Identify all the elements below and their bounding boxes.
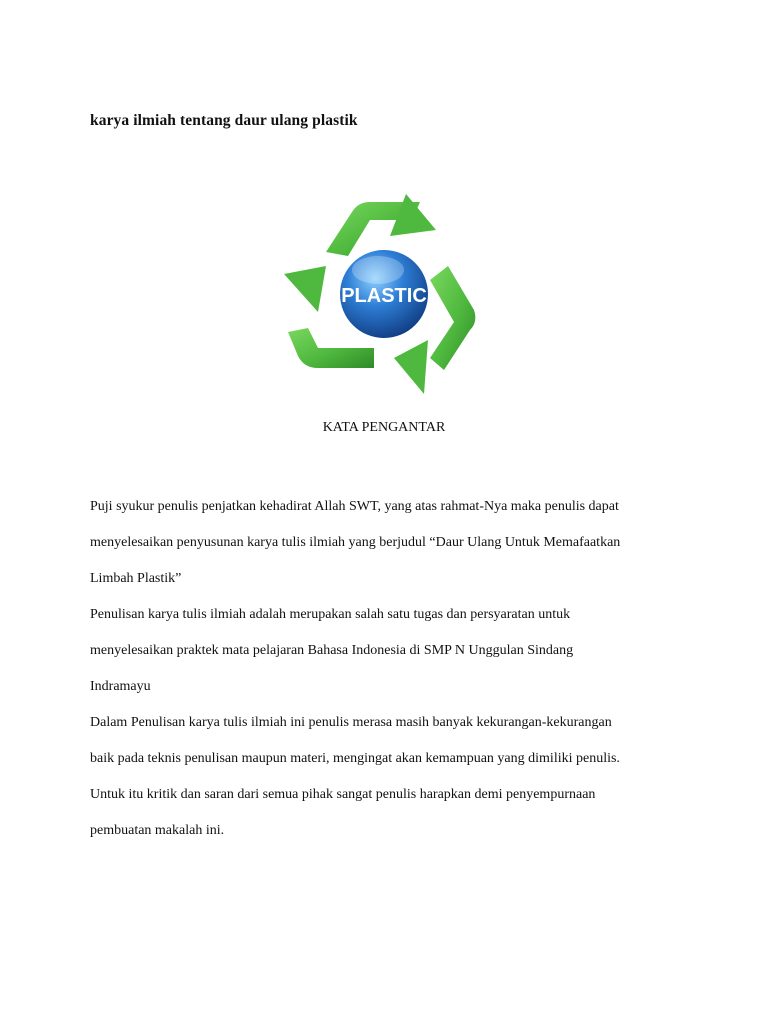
- text-line: pembuatan makalah ini.: [90, 823, 225, 838]
- text-line: baik pada teknis penulisan maupun materi, mengingat akan kemampuan yang dimiliki penulis.: [90, 751, 620, 766]
- text-line: Dalam Penulisan karya tulis ilmiah ini penulis merasa masih banyak kekurangan-kekurangan: [90, 715, 612, 730]
- logo-label: PLASTIC: [341, 285, 427, 307]
- plastic-recycle-logo: [278, 190, 490, 400]
- recycle-icon: [278, 190, 490, 400]
- text-line: Untuk itu kritik dan saran dari semua pihak sangat penulis harapkan demi penyempurnaan: [90, 787, 596, 802]
- text-line: menyelesaikan praktek mata pelajaran Bahasa Indonesia di SMP N Unggulan Sindang: [90, 643, 574, 658]
- foreword-text: [90, 494, 690, 854]
- text-line: menyelesaikan penyusunan karya tulis ilmiah yang berjudul “Daur Ulang Untuk Memafaatkan: [90, 535, 621, 550]
- text-line: Indramayu: [90, 679, 151, 694]
- document-title: karya ilmiah tentang daur ulang plastik: [90, 112, 358, 129]
- section-heading: KATA PENGANTAR: [322, 420, 446, 435]
- text-line: Limbah Plastik”: [90, 571, 182, 586]
- text-line: Penulisan karya tulis ilmiah adalah merupakan salah satu tugas dan persyaratan untuk: [90, 607, 571, 622]
- text-line: Puji syukur penulis penjatkan kehadirat Allah SWT, yang atas rahmat-Nya maka penulis dapat: [90, 499, 619, 514]
